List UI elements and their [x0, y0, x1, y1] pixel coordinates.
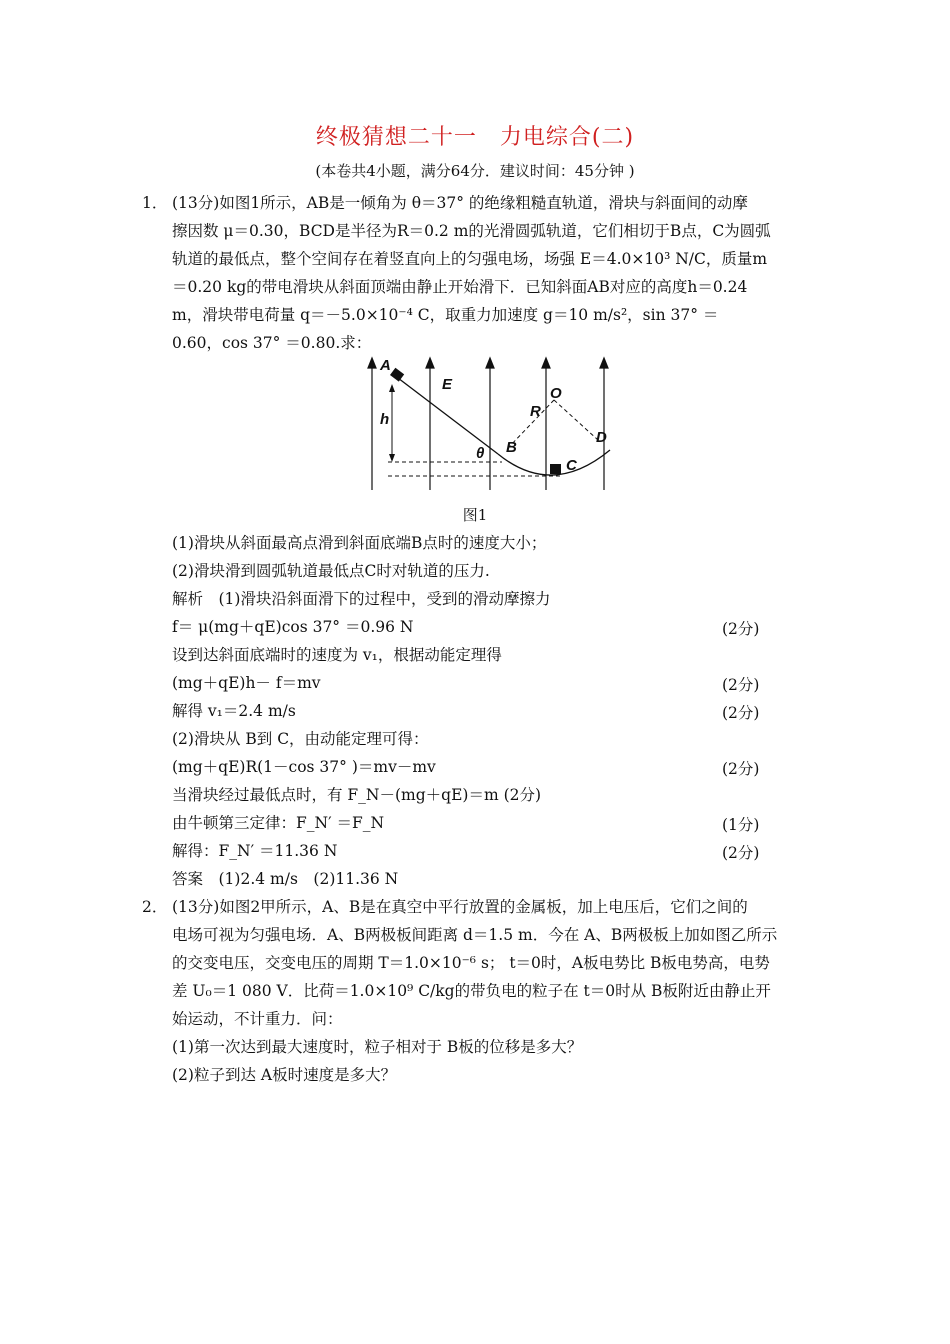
- q2-sub-2: (2)粒子到达 A板时速度是多大？: [172, 1066, 397, 1084]
- solution-line-6: (2)滑块从 B到 C，由动能定理可得：: [172, 730, 429, 748]
- q1-line-5: m，滑块带电荷量 q＝－5.0×10⁻⁴ C，取重力加速度 g＝10 m/s²，sin 37° ＝: [172, 306, 719, 324]
- solution-score-5: (2分): [722, 704, 760, 722]
- solution-score-9: (1分): [722, 816, 760, 834]
- q1-sub-1: (1)滑块从斜面最高点滑到斜面底端B点时的速度大小；: [172, 534, 547, 552]
- label-a: A: [380, 357, 391, 374]
- label-c: C: [566, 457, 577, 474]
- solution-line-8: 当滑块经过最低点时，有 F_N－(mg＋qE)＝m (2分): [172, 786, 542, 804]
- q2-line-5: 始运动，不计重力．问：: [172, 1010, 343, 1028]
- solution-line-1: 解析 (1)滑块沿斜面滑下的过程中，受到的滑动摩擦力: [172, 590, 551, 608]
- solution-score-7: (2分): [722, 760, 760, 778]
- solution-line-2: f＝ μ(mg＋qE)cos 37° ＝0.96 N: [172, 618, 414, 636]
- solution-score-10: (2分): [722, 844, 760, 862]
- q2-line-4: 差 U₀＝1 080 V．比荷＝1.0×10⁹ C/kg的带负电的粒子在 t＝0时从 B板附近由静止开: [172, 982, 771, 1000]
- q1-line-2: 擦因数 μ＝0.30，BCD是半径为R＝0.2 m的光滑圆弧轨道，它们相切于B点，C为圆弧: [172, 222, 771, 240]
- solution-score-2: (2分): [722, 620, 760, 638]
- page-title: 终极猜想二十一 力电综合(二): [315, 125, 635, 150]
- block-c: [550, 464, 561, 474]
- label-o: O: [550, 385, 562, 402]
- label-e: E: [442, 376, 453, 393]
- block-a: [390, 368, 404, 382]
- q1-line-4: ＝0.20 kg的带电滑块从斜面顶端由静止开始滑下．已知斜面AB对应的高度h＝0.24: [172, 278, 748, 296]
- solution-line-9: 由牛顿第三定律：F_N′ ＝F_N: [172, 814, 385, 832]
- q1-line-1: (13分)如图1所示，AB是一倾角为 θ＝37° 的绝缘粗糙直轨道，滑块与斜面间的动摩: [172, 194, 748, 212]
- label-b: B: [506, 439, 517, 456]
- label-r: R: [530, 403, 541, 420]
- figure-1-diagram: [362, 356, 622, 496]
- q1-line-3: 轨道的最低点，整个空间存在着竖直向上的匀强电场，场强 E＝4.0×10³ N/C，质量m: [172, 250, 768, 268]
- label-d: D: [596, 429, 607, 446]
- solution-line-7: (mg＋qE)R(1－cos 37° )＝mv－mv: [172, 758, 436, 776]
- solution-line-10: 解得：F_N′ ＝11.36 N: [172, 842, 338, 860]
- solution-line-4: (mg＋qE)h－ f＝mv: [172, 674, 321, 692]
- q1-sub-2: (2)滑块滑到圆弧轨道最低点C时对轨道的压力.: [172, 562, 490, 580]
- label-theta: θ: [476, 445, 485, 462]
- solution-line-5: 解得 v₁＝2.4 m/s: [172, 702, 296, 720]
- q2-line-3: 的交变电压，交变电压的周期 T＝1.0×10⁻⁶ s； t＝0时，A板电势比 B板电势高，电势: [172, 954, 770, 972]
- label-h: h: [380, 411, 390, 428]
- answer-line: 答案 (1)2.4 m/s (2)11.36 N: [172, 870, 399, 888]
- solution-line-3: 设到达斜面底端时的速度为 v₁，根据动能定理得: [172, 646, 502, 664]
- q1-number: 1．: [142, 194, 168, 212]
- q2-number: 2．: [142, 898, 168, 916]
- q2-line-2: 电场可视为匀强电场．A、B两极板间距离 d＝1.5 m．今在 A、B两极板上加如图乙所示: [172, 926, 778, 944]
- q2-sub-1: (1)第一次达到最大速度时，粒子相对于 B板的位移是多大？: [172, 1038, 583, 1056]
- solution-score-4: (2分): [722, 676, 760, 694]
- page-subtitle: (本卷共4小题，满分64分．建议时间：45分钟 ): [315, 162, 635, 180]
- q1-line-6: 0.60，cos 37° ＝0.80.求：: [172, 334, 372, 352]
- figure-1-caption: 图1: [462, 506, 488, 524]
- q2-line-1: (13分)如图2甲所示，A、B是在真空中平行放置的金属板，加上电压后，它们之间的: [172, 898, 748, 916]
